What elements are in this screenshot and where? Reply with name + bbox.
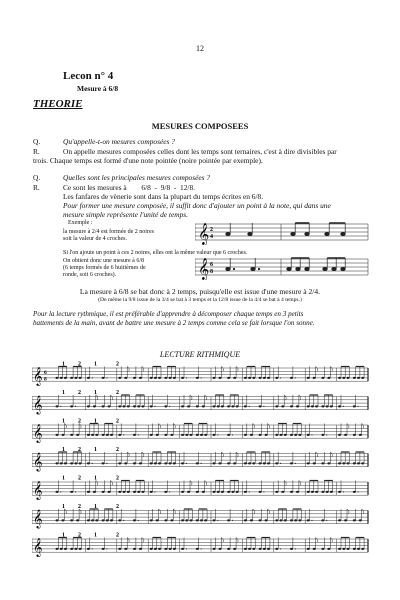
example-1-staff <box>195 219 370 245</box>
lecture-title: LECTURE RITHMIQUE <box>159 350 241 359</box>
rhythm-staff <box>32 533 368 558</box>
r2-line3: Pour former une mesure composée, il suffit donc d'ajouter un point à la note, qui dans une <box>63 201 331 210</box>
beat-number: 2 <box>116 418 119 425</box>
treble-clef-icon: 𝄞 <box>33 482 43 500</box>
beat-number: 2 <box>78 475 81 482</box>
beat-number: 1 <box>94 447 97 453</box>
beat-number: 2 <box>116 504 119 510</box>
rhythm-staff <box>32 504 368 529</box>
treble-clef-icon: 𝄞 <box>198 224 210 245</box>
treble-clef-icon: 𝄞 <box>33 511 43 528</box>
q2-text: Quelles sont les principales mesures composées ? <box>63 173 211 182</box>
svg-text:8: 8 <box>210 269 213 275</box>
advice-line2: battements de la main, avant de battre une mesure à 2 temps comme cela se fait lorsque l'on sonne. <box>33 319 315 327</box>
beat-number: 1 <box>62 504 65 510</box>
example-2-line1: Si l'on ajoute un point à ces 2 noires, elles ont la même valeur que 6 croches. <box>63 250 248 256</box>
q1-text: Qu'appelle-t-on mesures composées ? <box>63 137 175 146</box>
beat-number: 1 <box>94 418 97 425</box>
svg-text:4: 4 <box>210 234 213 240</box>
r2-line2: Les fanfares de vènerie sont dans la plupart du temps écrites en 6/8. <box>63 192 264 201</box>
advice-paragraph <box>33 310 373 328</box>
topic-title: MESURES COMPOSEES <box>151 121 249 131</box>
beat-number: 1 <box>62 418 65 425</box>
lesson-title: Lecon n° 4 <box>63 70 114 82</box>
rhythm-exercises <box>32 360 372 560</box>
lesson-subtitle: Mesure à 6/8 <box>77 84 119 93</box>
page-number: 12 <box>196 44 204 53</box>
beat-number: 2 <box>116 390 119 396</box>
r1-line1: On appelle mesures composées celles dont les temps sont ternaires, c'est à dire divisibles par <box>63 147 337 156</box>
beat-number: 2 <box>78 361 81 368</box>
example-1-line2: soit la valeur de 4 croches. <box>63 236 127 242</box>
example-2-line2: On obtient donc une mesure à 6/8 <box>63 258 144 264</box>
beat-number: 2 <box>78 504 81 510</box>
beat-number: 1 <box>62 532 65 539</box>
conclusion-line1: La mesure à 6/8 se bat donc à 2 temps, puisqu'elle est issue d'une mesure à 2/4. <box>79 287 321 296</box>
r2-line1: Ce sont les mesures à 6/8 - 9/8 - 12/8. <box>63 183 195 192</box>
treble-clef-icon: 𝄞 <box>198 259 210 280</box>
r2-line4: mesure simple représente l'unité de temps. <box>63 210 189 219</box>
beat-number: 1 <box>94 361 97 368</box>
section-heading: THEORIE <box>33 98 83 110</box>
rhythm-staff <box>32 419 368 444</box>
beat-number: 1 <box>62 361 65 368</box>
rhythm-staff <box>32 476 368 501</box>
rhythm-staff <box>32 390 368 415</box>
svg-text:6: 6 <box>210 262 213 268</box>
beat-number: 1 <box>94 390 97 396</box>
svg-text:6: 6 <box>44 370 47 376</box>
beat-number: 2 <box>116 447 119 453</box>
beat-number: 2 <box>78 390 81 396</box>
beat-number: 1 <box>94 504 97 510</box>
beat-number: 1 <box>94 475 97 482</box>
treble-clef-icon: 𝄞 <box>33 368 43 386</box>
beat-number: 1 <box>94 532 97 539</box>
rhythm-staff <box>32 362 368 387</box>
example-2-staff <box>195 254 370 280</box>
example-2-line3: (6 temps formés de 6 huitièmes de <box>63 265 146 271</box>
beat-number: 2 <box>116 361 119 368</box>
advice-line1: Pour la lecture rythmique, il est préférable d'apprendre à décomposer chaque temps en 3 petits <box>33 310 304 318</box>
conclusion-line2: (De même la 9/8 issue de la 3/4 se bat à 3 temps et la 12/8 issue de la 4/4 se bat à 4 temps.) <box>98 297 302 303</box>
treble-clef-icon: 𝄞 <box>33 397 43 414</box>
q1-label: Q. <box>33 137 41 146</box>
beat-number: 2 <box>116 475 119 482</box>
rhythm-staff <box>32 447 368 472</box>
svg-text:8: 8 <box>44 376 47 383</box>
example-label: Exemple : <box>68 220 93 226</box>
beat-number: 2 <box>78 447 81 453</box>
example-2-line4: ronde, soit 6 croches). <box>63 272 117 278</box>
beat-number: 2 <box>78 532 81 539</box>
beat-number: 1 <box>62 390 65 396</box>
example-1-line1: la mesure à 2/4 est formée de 2 noires <box>63 229 154 235</box>
r1-line2: trois. Chaque temps est formé d'une note pointée (noire pointée par exemple). <box>33 156 263 165</box>
r1-label: R. <box>33 147 40 156</box>
r2-label: R. <box>33 183 40 192</box>
treble-clef-icon: 𝄞 <box>33 539 43 557</box>
beat-number: 2 <box>78 418 81 425</box>
treble-clef-icon: 𝄞 <box>33 425 43 443</box>
treble-clef-icon: 𝄞 <box>33 454 43 471</box>
svg-text:2: 2 <box>210 227 213 233</box>
beat-number: 1 <box>62 475 65 482</box>
beat-number: 2 <box>116 532 119 539</box>
q2-label: Q. <box>33 173 41 182</box>
beat-number: 1 <box>62 447 65 453</box>
